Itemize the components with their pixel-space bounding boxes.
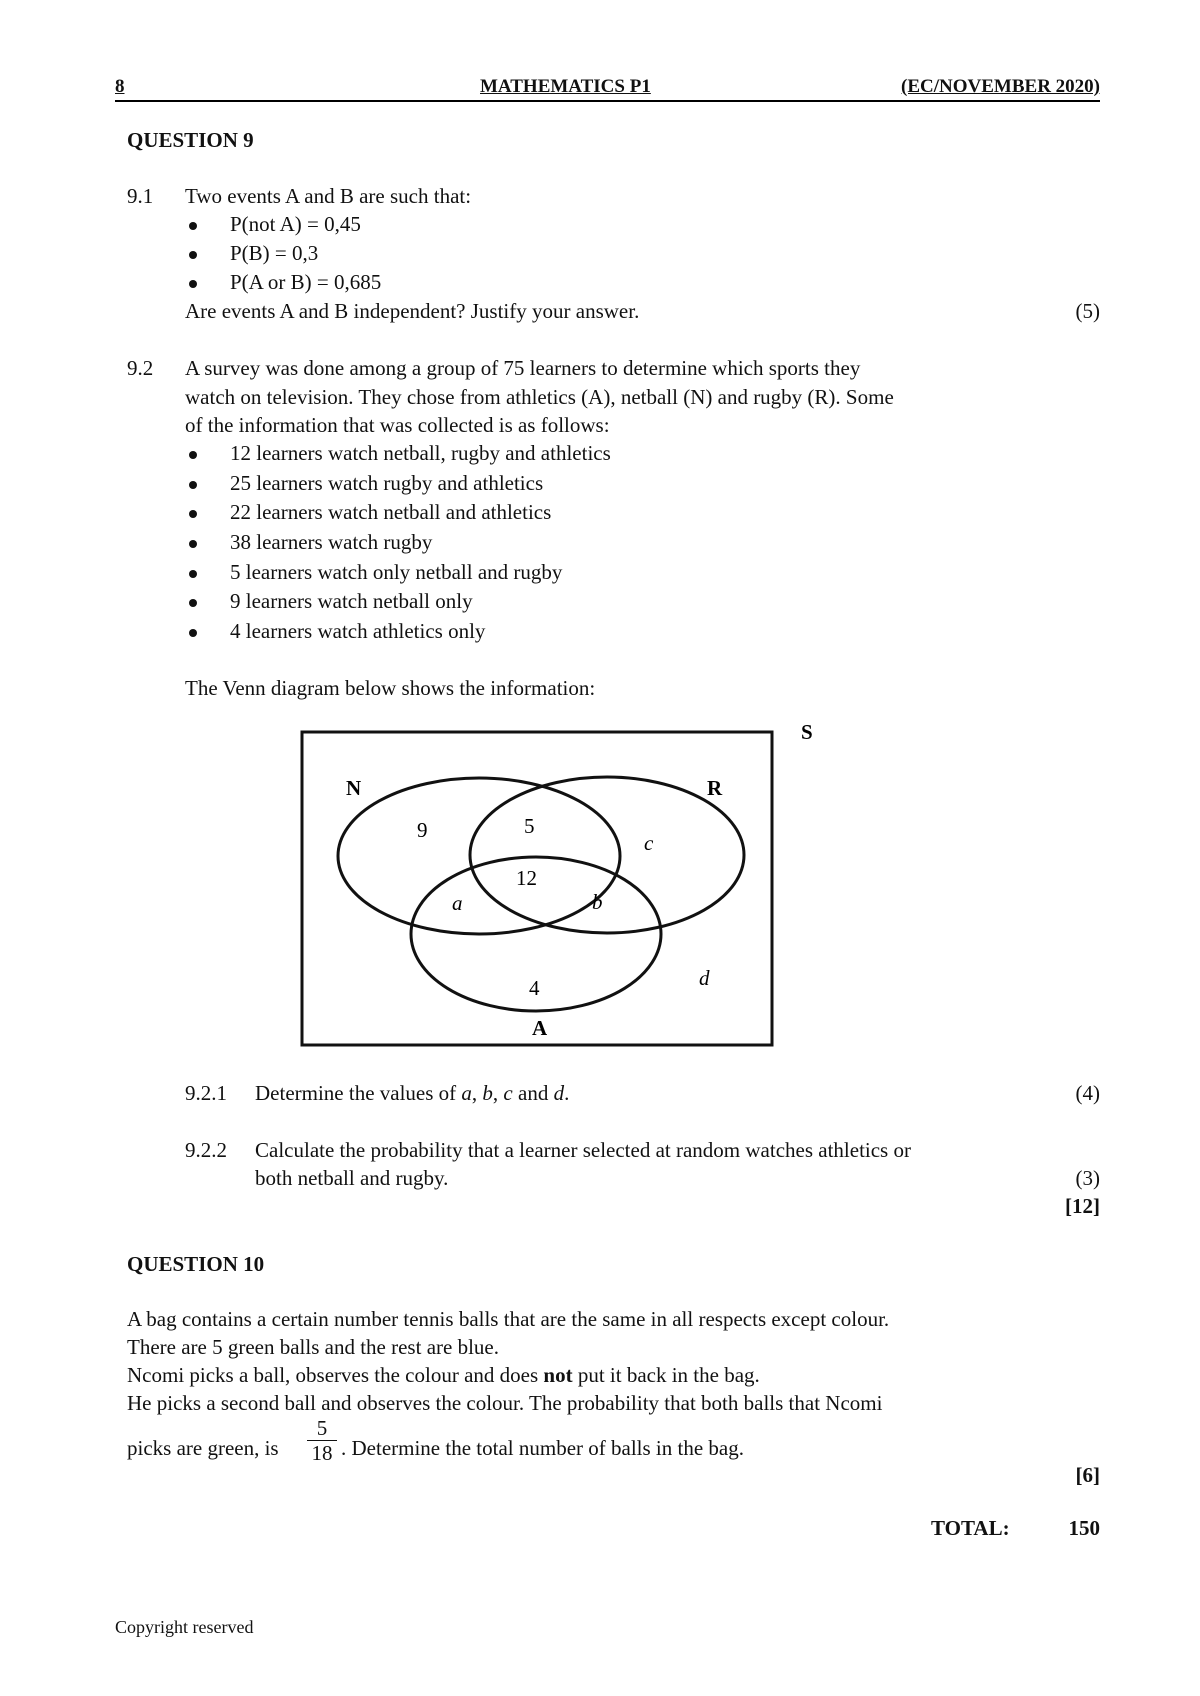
set-n-label: N (346, 776, 362, 800)
venn-diagram (280, 715, 840, 1055)
n-and-r-only-value: 5 (524, 814, 535, 838)
q9-2-line: of the information that was collected is as follows: (185, 413, 610, 437)
all-three-value: 12 (516, 866, 537, 890)
q9-2-number: 9.2 (127, 356, 154, 380)
a-only-value: 4 (529, 976, 540, 1000)
question-10-title: QUESTION 10 (127, 1252, 265, 1276)
copyright: Copyright reserved (115, 1617, 254, 1637)
set-r-label: R (707, 776, 723, 800)
q10-line: A bag contains a certain number tennis balls that are the same in all respects except colour. (127, 1307, 890, 1331)
bullet-icon (189, 629, 197, 637)
bullet-icon (189, 540, 197, 548)
q9-1-number: 9.1 (127, 184, 154, 208)
bullet-icon (189, 451, 197, 459)
q9-2-bullet: 4 learners watch athletics only (230, 619, 486, 643)
q9-2-bullet: 9 learners watch netball only (230, 589, 473, 613)
q9-2-2-marks: (3) (1075, 1166, 1100, 1190)
q10-marks: [6] (1075, 1463, 1100, 1487)
bullet-icon (189, 599, 197, 607)
q9-1-question: Are events A and B independent? Justify your answer. (185, 299, 640, 323)
set-a-label: A (532, 1016, 548, 1040)
n-only-value: 9 (417, 818, 428, 842)
q10-line: There are 5 green balls and the rest are blue. (127, 1335, 499, 1359)
q9-2-line: A survey was done among a group of 75 learners to determine which sports they (185, 356, 861, 380)
q9-total-marks: [12] (1065, 1194, 1100, 1218)
q9-2-1-marks: (4) (1075, 1081, 1100, 1105)
bullet-icon (189, 481, 197, 489)
q10-line: . Determine the total number of balls in the bag. (341, 1436, 744, 1460)
region-b-label: b (592, 890, 603, 914)
bullet-icon (189, 251, 197, 259)
q10-line: Ncomi picks a ball, observes the colour and does not put it back in the bag. (127, 1363, 760, 1387)
bullet-icon (189, 280, 197, 288)
region-a-label: a (452, 891, 463, 915)
subject-title: MATHEMATICS P1 (480, 76, 651, 97)
fraction (307, 1416, 337, 1465)
q9-2-bullet: 38 learners watch rugby (230, 530, 433, 554)
q9-2-2-line: Calculate the probability that a learner selected at random watches athletics or (255, 1138, 911, 1162)
q9-1-marks: (5) (1075, 299, 1100, 323)
q9-2-line: watch on television. They chose from athletics (A), netball (N) and rugby (R). Some (185, 385, 894, 409)
page-header (115, 74, 1100, 102)
fraction-numerator: 5 (307, 1416, 337, 1441)
total-value: 150 (1068, 1516, 1100, 1540)
bullet-icon (189, 222, 197, 230)
q9-2-2-number: 9.2.2 (185, 1138, 227, 1162)
q9-2-1-number: 9.2.1 (185, 1081, 227, 1105)
fraction-denominator: 18 (311, 1441, 333, 1465)
q10-line: He picks a second ball and observes the colour. The probability that both balls that Ncomi (127, 1391, 883, 1415)
exam-session: (EC/NOVEMBER 2020) (901, 76, 1100, 97)
venn-intro: The Venn diagram below shows the information: (185, 676, 596, 700)
total-label: TOTAL: (931, 1516, 1010, 1540)
bullet-icon (189, 510, 197, 518)
q9-1-bullet: P(not A) = 0,45 (230, 212, 361, 236)
q9-2-1-text: Determine the values of a, b, c and d. (255, 1081, 570, 1105)
bullet-icon (189, 570, 197, 578)
page-number: 8 (115, 76, 125, 97)
region-c-label: c (644, 831, 654, 855)
q9-2-bullet: 25 learners watch rugby and athletics (230, 471, 544, 495)
question-9-title: QUESTION 9 (127, 128, 254, 152)
q10-line: picks are green, is (127, 1436, 279, 1460)
set-r-circle (470, 777, 744, 933)
q9-1-bullet: P(B) = 0,3 (230, 241, 319, 265)
q9-2-bullet: 22 learners watch netball and athletics (230, 500, 552, 524)
q9-2-bullet: 5 learners watch only netball and rugby (230, 560, 563, 584)
q9-2-2-line: both netball and rugby. (255, 1166, 449, 1190)
q9-1-intro: Two events A and B are such that: (185, 184, 472, 208)
universal-set-label: S (801, 720, 813, 744)
q9-2-bullet: 12 learners watch netball, rugby and athletics (230, 441, 611, 465)
region-d-label: d (699, 966, 710, 990)
set-n-circle (338, 778, 620, 934)
q9-1-bullet: P(A or B) = 0,685 (230, 270, 382, 294)
